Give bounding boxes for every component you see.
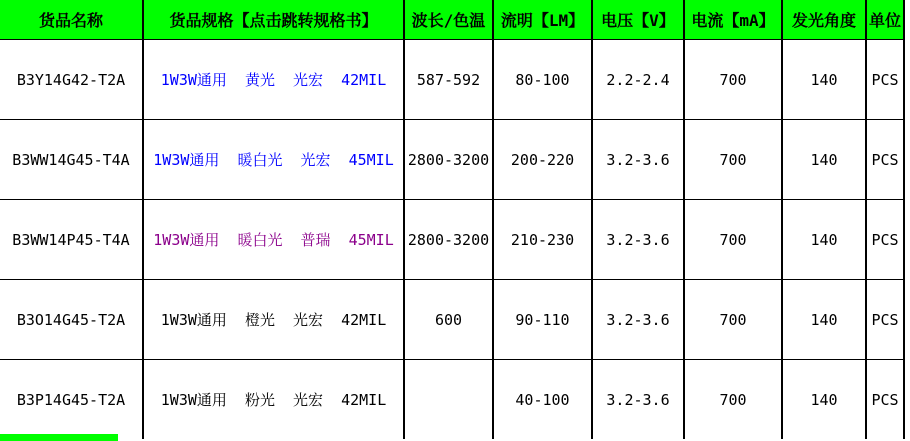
angle-cell: 140 — [782, 200, 866, 280]
unit-cell: PCS — [866, 280, 904, 360]
product-spec-cell — [143, 360, 404, 440]
col-header-product-name: 货品名称 — [0, 0, 143, 40]
wavelength-cell: 600 — [404, 280, 493, 360]
col-header-voltage: 电压【V】 — [592, 0, 684, 40]
spec-link-visited[interactable]: 1W3W通用 暖白光 普瑞 45MIL — [153, 231, 394, 249]
voltage-cell: 2.2-2.4 — [592, 40, 684, 120]
wavelength-cell — [404, 360, 493, 440]
product-name-cell: B3Y14G42-T2A — [0, 40, 143, 120]
next-section-header-partial — [0, 434, 118, 441]
col-header-angle: 发光角度 — [782, 0, 866, 40]
angle-cell: 140 — [782, 120, 866, 200]
product-name-cell: B3O14G45-T2A — [0, 280, 143, 360]
lumens-cell: 40-100 — [493, 360, 592, 440]
angle-cell: 140 — [782, 40, 866, 120]
current-cell: 700 — [684, 280, 782, 360]
col-header-unit: 单位 — [866, 0, 904, 40]
unit-cell: PCS — [866, 40, 904, 120]
voltage-cell: 3.2-3.6 — [592, 280, 684, 360]
voltage-cell: 3.2-3.6 — [592, 360, 684, 440]
col-header-wavelength: 波长/色温 — [404, 0, 493, 40]
voltage-cell: 3.2-3.6 — [592, 200, 684, 280]
wavelength-cell: 587-592 — [404, 40, 493, 120]
spec-link[interactable]: 1W3W通用 暖白光 光宏 45MIL — [153, 151, 394, 169]
product-spec-cell — [143, 280, 404, 360]
product-name-cell: B3P14G45-T2A — [0, 360, 143, 440]
current-cell: 700 — [684, 360, 782, 440]
wavelength-cell: 2800-3200 — [404, 200, 493, 280]
current-cell: 700 — [684, 120, 782, 200]
col-header-product-spec: 货品规格【点击跳转规格书】 — [143, 0, 404, 40]
table-header-row — [0, 0, 904, 40]
spec-text: 1W3W通用 橙光 光宏 42MIL — [160, 311, 387, 329]
unit-cell: PCS — [866, 360, 904, 440]
product-name-cell: B3WW14P45-T4A — [0, 200, 143, 280]
col-header-current: 电流【mA】 — [684, 0, 782, 40]
lumens-cell: 80-100 — [493, 40, 592, 120]
table-row — [0, 200, 904, 280]
angle-cell: 140 — [782, 360, 866, 440]
product-spec-cell — [143, 200, 404, 280]
unit-cell: PCS — [866, 120, 904, 200]
table-row — [0, 120, 904, 200]
product-spec-cell — [143, 40, 404, 120]
unit-cell: PCS — [866, 200, 904, 280]
table-row — [0, 280, 904, 360]
product-name-cell: B3WW14G45-T4A — [0, 120, 143, 200]
product-spec-cell — [143, 120, 404, 200]
lumens-cell: 90-110 — [493, 280, 592, 360]
spec-link[interactable]: 1W3W通用 黄光 光宏 42MIL — [160, 71, 387, 89]
lumens-cell: 210-230 — [493, 200, 592, 280]
current-cell: 700 — [684, 40, 782, 120]
angle-cell: 140 — [782, 280, 866, 360]
current-cell: 700 — [684, 200, 782, 280]
table-row — [0, 360, 904, 440]
table-row — [0, 40, 904, 120]
col-header-lumens: 流明【LM】 — [493, 0, 592, 40]
wavelength-cell: 2800-3200 — [404, 120, 493, 200]
lumens-cell: 200-220 — [493, 120, 592, 200]
voltage-cell: 3.2-3.6 — [592, 120, 684, 200]
spec-text: 1W3W通用 粉光 光宏 42MIL — [160, 391, 387, 409]
